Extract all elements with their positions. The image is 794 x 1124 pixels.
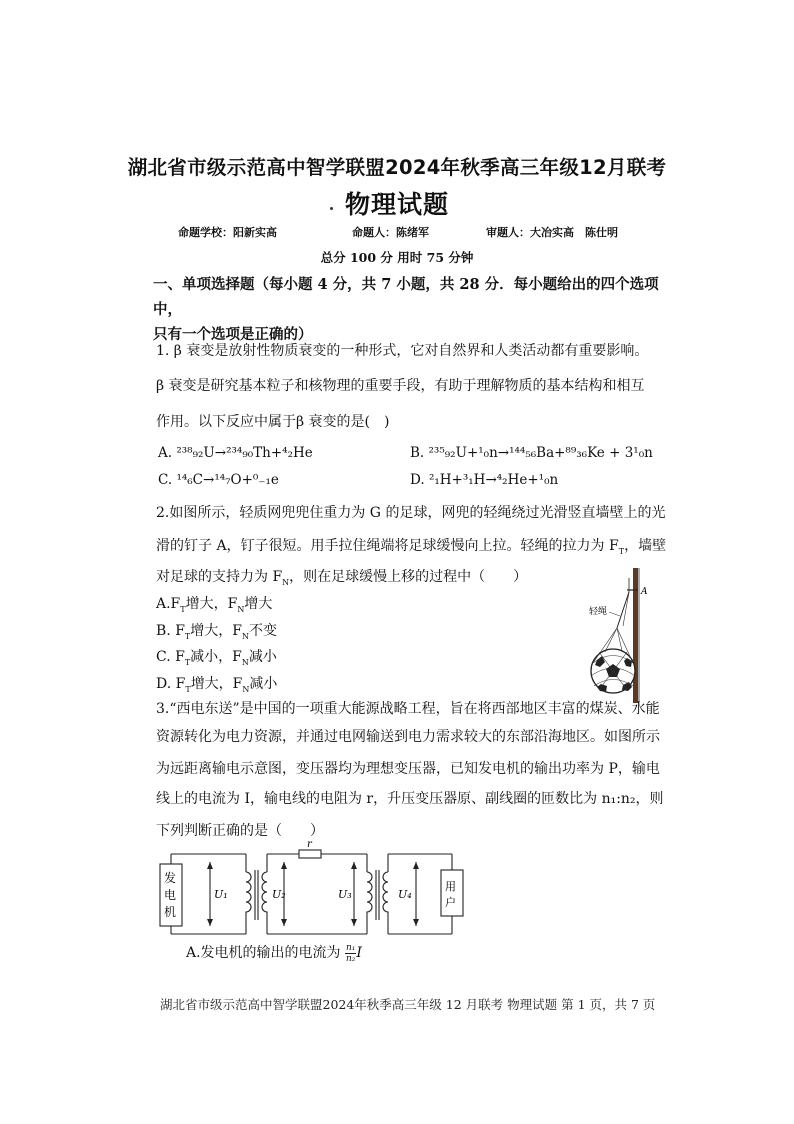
school-info: 命题学校：阳新实高 [178,226,277,239]
nail-label: A [641,587,648,597]
user-label-1: 用 [445,880,456,893]
score-time: 总分 100 分 用时 75 分钟 [320,250,474,265]
q3-option-a-fraction: $\frac{\text{n₁}}{\text{n₂}}$ [346,942,356,964]
exam-subtitle: 物理试题 [344,190,449,219]
exam-title: 湖北省市级示范高中智学联盟2024年秋季高三年级12月联考 [127,156,667,179]
q1-line3: 作用。以下反应中属于β 衰变的是( ) [156,414,390,430]
q2-option-d: D. $F_T$增大，$F_N$减小 [156,676,278,694]
q1-option-c [158,472,279,488]
q1-option-a-label: A. [158,445,173,461]
q2-line1: 2.如图所示，轻质网兜兜住重力为 G 的足球，网兜的轻绳绕过光滑竖直墙壁上的光 [156,505,666,521]
author-info: 命题人：陈绪军 [352,226,429,239]
q1-option-c-label: C. [158,472,173,488]
q3-line1: 3.“西电东送”是中国的一项重大能源战略工程，旨在将西部地区丰富的煤炭、水能 [156,701,660,717]
q1-option-a-text: ²³⁸₉₂U→²³⁴₉₀Th+⁴₂He [176,445,313,461]
user-label-2: 户 [445,896,456,909]
section-heading-line1: 一、单项选择题（每小题 4 分，共 7 小题，共 28 分．每小题给出的四个选项中， [153,276,659,318]
u2-label: U₂ [272,888,286,901]
q2-option-a: $A.F_T$增大，$F_N$增大 [156,596,273,614]
q1-option-d-label: D. [410,472,425,488]
generator-label-1: 发 [164,871,177,885]
q1-option-b [410,445,653,461]
q3-line3: 为远距离输电示意图，变压器均为理想变压器，已知发电机的输出功率为 P，输电 [156,761,660,777]
q3-line4: 线上的电流为 I，输电线的电阻为 r，升压变压器原、副线圈的匝数比为 n₁:n₂，则 [156,791,664,807]
q1-option-b-label: B. [410,445,425,461]
section-heading [153,272,673,347]
wall [633,568,638,703]
page-footer: 湖北省市级示范高中智学联盟2024年秋季高三年级 12 月联考 物理试题 第 1 页，共 7 页 [160,997,656,1012]
reviewer-info: 审题人：大冶实高 陈仕明 [486,226,618,239]
q2-line2: 滑的钉子 A，钉子很短。用手拉住绳端将足球缓慢向上拉。轻绳的拉力为 $F_T$，墙壁 [156,538,667,556]
transmission-circuit [154,840,474,940]
q2-option-c: C. $F_T$减小，$F_N$减小 [156,649,277,667]
user-box [441,870,463,916]
q2-option-b: B. $F_T$增大，$F_N$不变 [156,623,277,641]
q1-option-b-text: ²³⁵₉₂U+¹₀n→¹⁴⁴₅₆Ba+⁸⁹₃₆Ke + 3¹₀n [428,445,653,461]
q3-option-a: A.发电机的输出的电流为 $\frac{\text{n₁}}{\text{n₂}}$ I [186,942,362,964]
q1-option-a [158,445,313,461]
q3-line2: 资源转化为电力资源，并通过电网输送到电力需求较大的东部沿海地区。如图所示 [156,729,660,745]
scan-dot [330,207,333,210]
q1-option-d [410,472,558,488]
q1-option-d-text: ²₁H+³₁H→⁴₂He+¹₀n [428,472,559,488]
q1-line1: 1. β 衰变是放射性物质衰变的一种形式，它对自然界和人类活动都有重要影响。 [156,343,649,359]
generator-label-2: 电 [164,888,177,902]
u1-label: U₁ [214,888,228,901]
q2-figure [575,568,665,708]
step-down-secondary [383,872,388,918]
q1-line2: β 衰变是研究基本粒子和核物理的重要手段，有助于理解物质的基本结构和相互 [156,378,645,394]
generator-label-3: 机 [164,905,177,919]
line-resistor [299,850,321,858]
q3-line5: 下列判断正确的是（ ） [156,823,324,839]
step-down-primary [367,872,372,918]
step-up-secondary [262,872,267,918]
rope [617,592,629,628]
u3-label: U₃ [338,888,352,901]
q2-line3: 对足球的支持力为 $F_N$，则在足球缓慢上移的过程中（ ） [156,569,528,587]
u4-label: U₄ [398,888,412,901]
rope-label: 轻绳 [589,607,608,617]
q1-option-c-text: ¹⁴₆C→¹⁴₇O+⁰₋₁e [176,472,279,488]
resistor-label: r [307,840,312,850]
step-up-primary [246,872,251,918]
section-heading-line2: 只有一个选项是正确的） [153,326,313,343]
